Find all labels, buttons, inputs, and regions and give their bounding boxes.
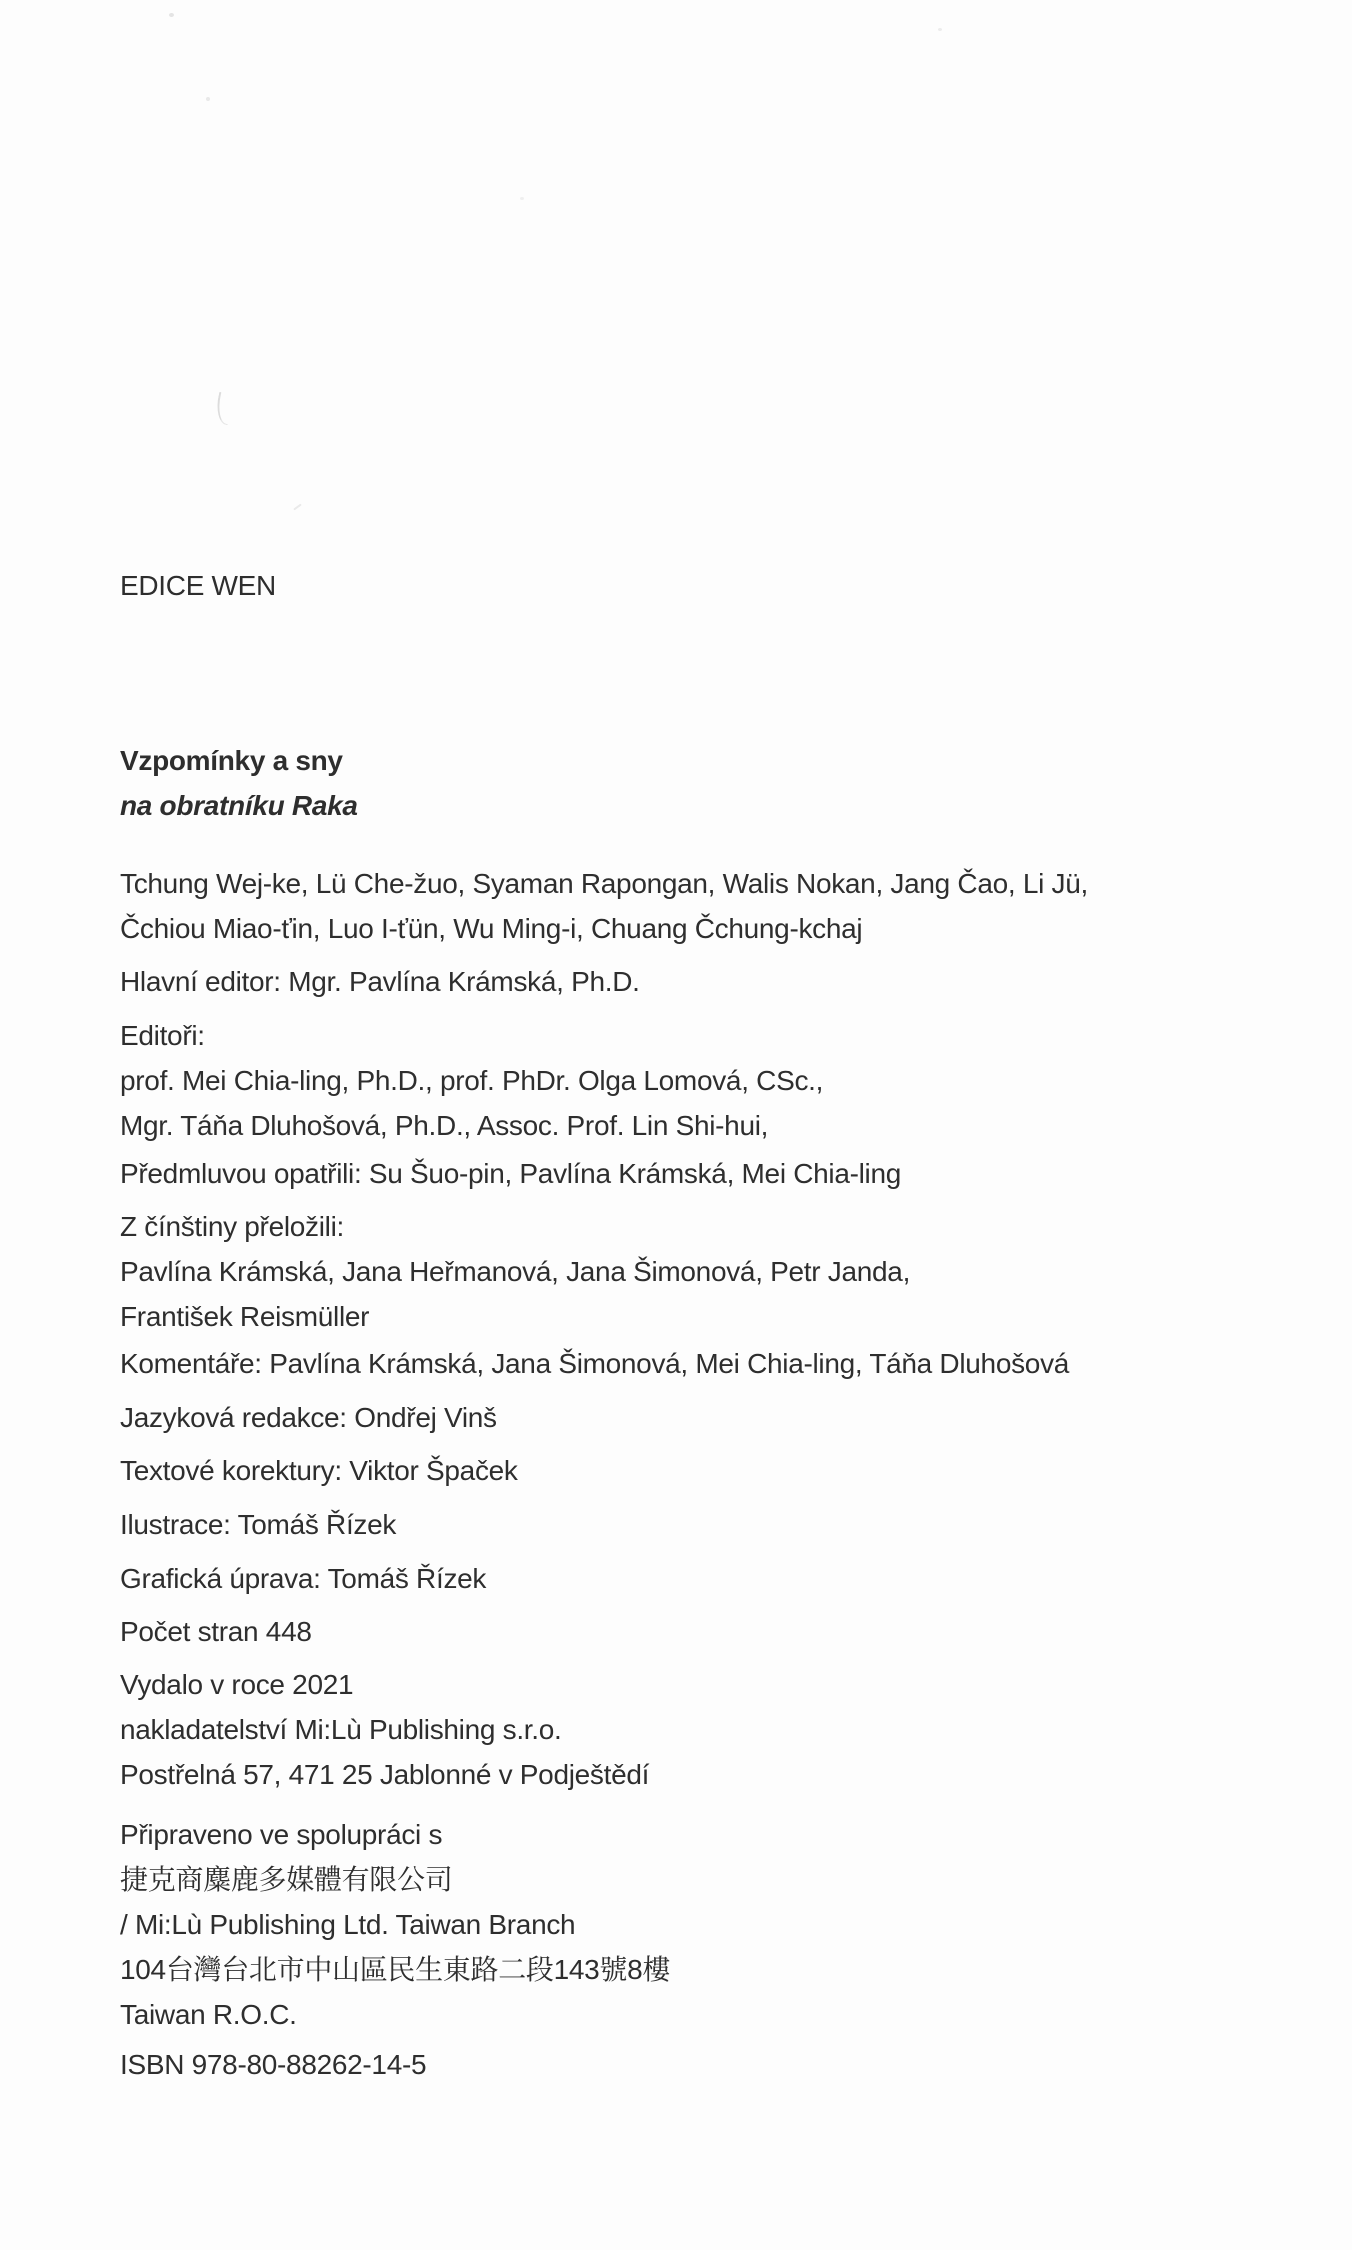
scan-speck [206, 97, 210, 101]
isbn-line: ISBN 978-80-88262-14-5 [120, 2049, 427, 2080]
proofreading-line: Textové korektury: Viktor Špaček [120, 1455, 518, 1486]
authors-line-1: Tchung Wej-ke, Lü Che-žuo, Syaman Rapongan, Walis Nokan, Jang Čao, Li Jü, [120, 868, 1088, 899]
scan-smudge [213, 392, 234, 425]
language-editing-line: Jazyková redakce: Ondřej Vinš [120, 1402, 497, 1433]
cooperation-intro-line: Připraveno ve spolupráci s [120, 1819, 443, 1850]
partner-name-latin-line: / Mi:Lù Publishing Ltd. Taiwan Branch [120, 1909, 576, 1940]
editors-label: Editoři: [120, 1020, 205, 1051]
colophon-text-column [120, 563, 1300, 2087]
page-count-line: Počet stran 448 [120, 1616, 312, 1647]
partner-country-line: Taiwan R.O.C. [120, 1999, 297, 2030]
foreword-line: Předmluvou opatřili: Su Šuo-pin, Pavlína Krámská, Mei Chia-ling [120, 1158, 902, 1189]
book-subtitle: na obratníku Raka [120, 790, 358, 821]
scan-speck [169, 13, 174, 17]
scan-speck [938, 28, 942, 31]
commentary-line: Komentáře: Pavlína Krámská, Jana Šimonová, Mei Chia-ling, Táňa Dluhošová [120, 1348, 1070, 1379]
translators-label: Z čínštiny přeložili: [120, 1211, 344, 1242]
editors-line-2: Mgr. Táňa Dluhošová, Ph.D., Assoc. Prof. Lin Shi-hui, [120, 1110, 769, 1141]
partner-address-cjk-line: 104台灣台北市中山區民生東路二段143號8樓 [120, 1954, 671, 1985]
series-label: EDICE WEN [120, 570, 276, 601]
scan-speck [293, 504, 302, 511]
translators-line-1: Pavlína Krámská, Jana Heřmanová, Jana Šimonová, Petr Janda, [120, 1256, 911, 1287]
translators-line-2: František Reismüller [120, 1301, 370, 1332]
editors-line-1: prof. Mei Chia-ling, Ph.D., prof. PhDr. Olga Lomová, CSc., [120, 1065, 824, 1096]
publication-year-line: Vydalo v roce 2021 [120, 1669, 354, 1700]
publisher-address-line: Postřelná 57, 471 25 Jablonné v Podještědí [120, 1759, 650, 1790]
authors-line-2: Čchiou Miao-ťin, Luo I-ťün, Wu Ming-i, Chuang Čchung-kchaj [120, 913, 863, 944]
illustrations-line: Ilustrace: Tomáš Řízek [120, 1509, 397, 1540]
chief-editor-line: Hlavní editor: Mgr. Pavlína Krámská, Ph.D. [120, 966, 640, 997]
book-title: Vzpomínky a sny [120, 745, 343, 776]
scan-speck [520, 197, 524, 200]
publisher-line: nakladatelství Mi:Lù Publishing s.r.o. [120, 1714, 562, 1745]
partner-name-cjk-line: 捷克商麋鹿多媒體有限公司 [120, 1864, 453, 1895]
graphic-design-line: Grafická úprava: Tomáš Řízek [120, 1563, 487, 1594]
